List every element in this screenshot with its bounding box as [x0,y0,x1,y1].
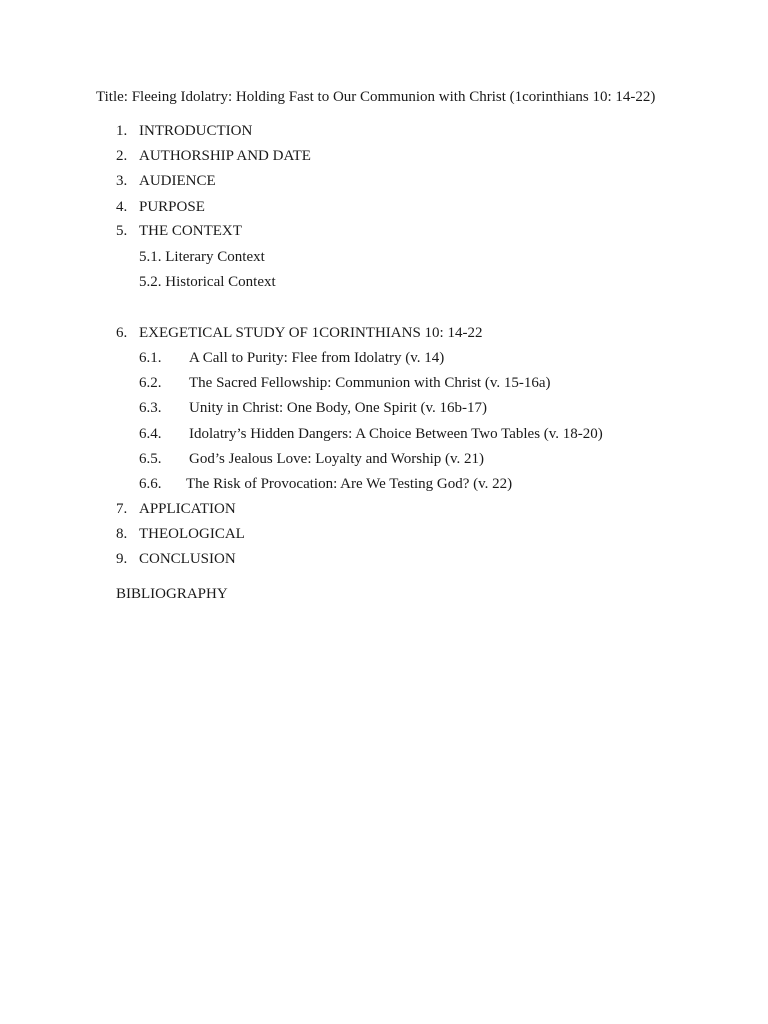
subitem-label: The Sacred Fellowship: Communion with Christ (v. 15-16a) [189,375,551,391]
outline-item-label: CONCLUSION [139,551,236,567]
exegetical-subitem [0,399,768,417]
exegetical-subitem [0,349,768,367]
outline-item [0,222,768,240]
outline-item-number: 3. [116,173,128,189]
outline-item-label: AUTHORSHIP AND DATE [139,148,311,164]
subitem-number: 6.1. [139,350,162,366]
outline-item [0,172,768,190]
outline-item-number: 9. [116,551,128,567]
subitem-label: A Call to Purity: Flee from Idolatry (v. 14) [189,350,445,366]
subitem-number: 6.6. [139,476,162,492]
outline-item-number: 5. [116,223,128,239]
context-subitem: 5.2. Historical Context [139,274,276,290]
subitem-number: 6.3. [139,400,162,416]
outline-item [0,198,768,216]
subitem-label: God’s Jealous Love: Loyalty and Worship (v. 21) [189,451,484,467]
exegetical-subitem [0,374,768,392]
subitem-number: 6.4. [139,426,162,442]
outline-item-label: THE CONTEXT [139,223,242,239]
outline-item [0,550,768,568]
subitem-label: The Risk of Provocation: Are We Testing God? (v. 22) [186,476,513,492]
subitem-number: 6.2. [139,375,162,391]
outline-item [0,324,768,342]
outline-item-number: 2. [116,148,128,164]
outline-item [0,525,768,543]
outline-item-number: 8. [116,526,128,542]
outline-item-label: THEOLOGICAL [139,526,245,542]
outline-item [0,122,768,140]
document-title: Title: Fleeing Idolatry: Holding Fast to Our Communion with Christ (1corinthians 10: 14-22) [96,89,656,105]
outline-item-label: INTRODUCTION [139,123,253,139]
context-subitem: 5.1. Literary Context [139,249,265,265]
bibliography-heading: BIBLIOGRAPHY [116,586,228,602]
outline-item-label: PURPOSE [139,199,205,215]
subitem-label: Unity in Christ: One Body, One Spirit (v. 16b-17) [189,400,488,416]
exegetical-subitem [0,475,768,493]
subitem-number: 6.5. [139,451,162,467]
outline-item-number: 6. [116,325,128,341]
outline-item-label: AUDIENCE [139,173,216,189]
outline-item-label: EXEGETICAL STUDY OF 1CORINTHIANS 10: 14-22 [139,325,483,341]
outline-item-label: APPLICATION [139,501,236,517]
outline-item [0,500,768,518]
outline-item [0,147,768,165]
exegetical-subitem [0,425,768,443]
subitem-label: Idolatry’s Hidden Dangers: A Choice Between Two Tables (v. 18-20) [189,426,603,442]
outline-item-number: 1. [116,123,128,139]
outline-item-number: 4. [116,199,128,215]
outline-item-number: 7. [116,501,128,517]
exegetical-subitem [0,450,768,468]
